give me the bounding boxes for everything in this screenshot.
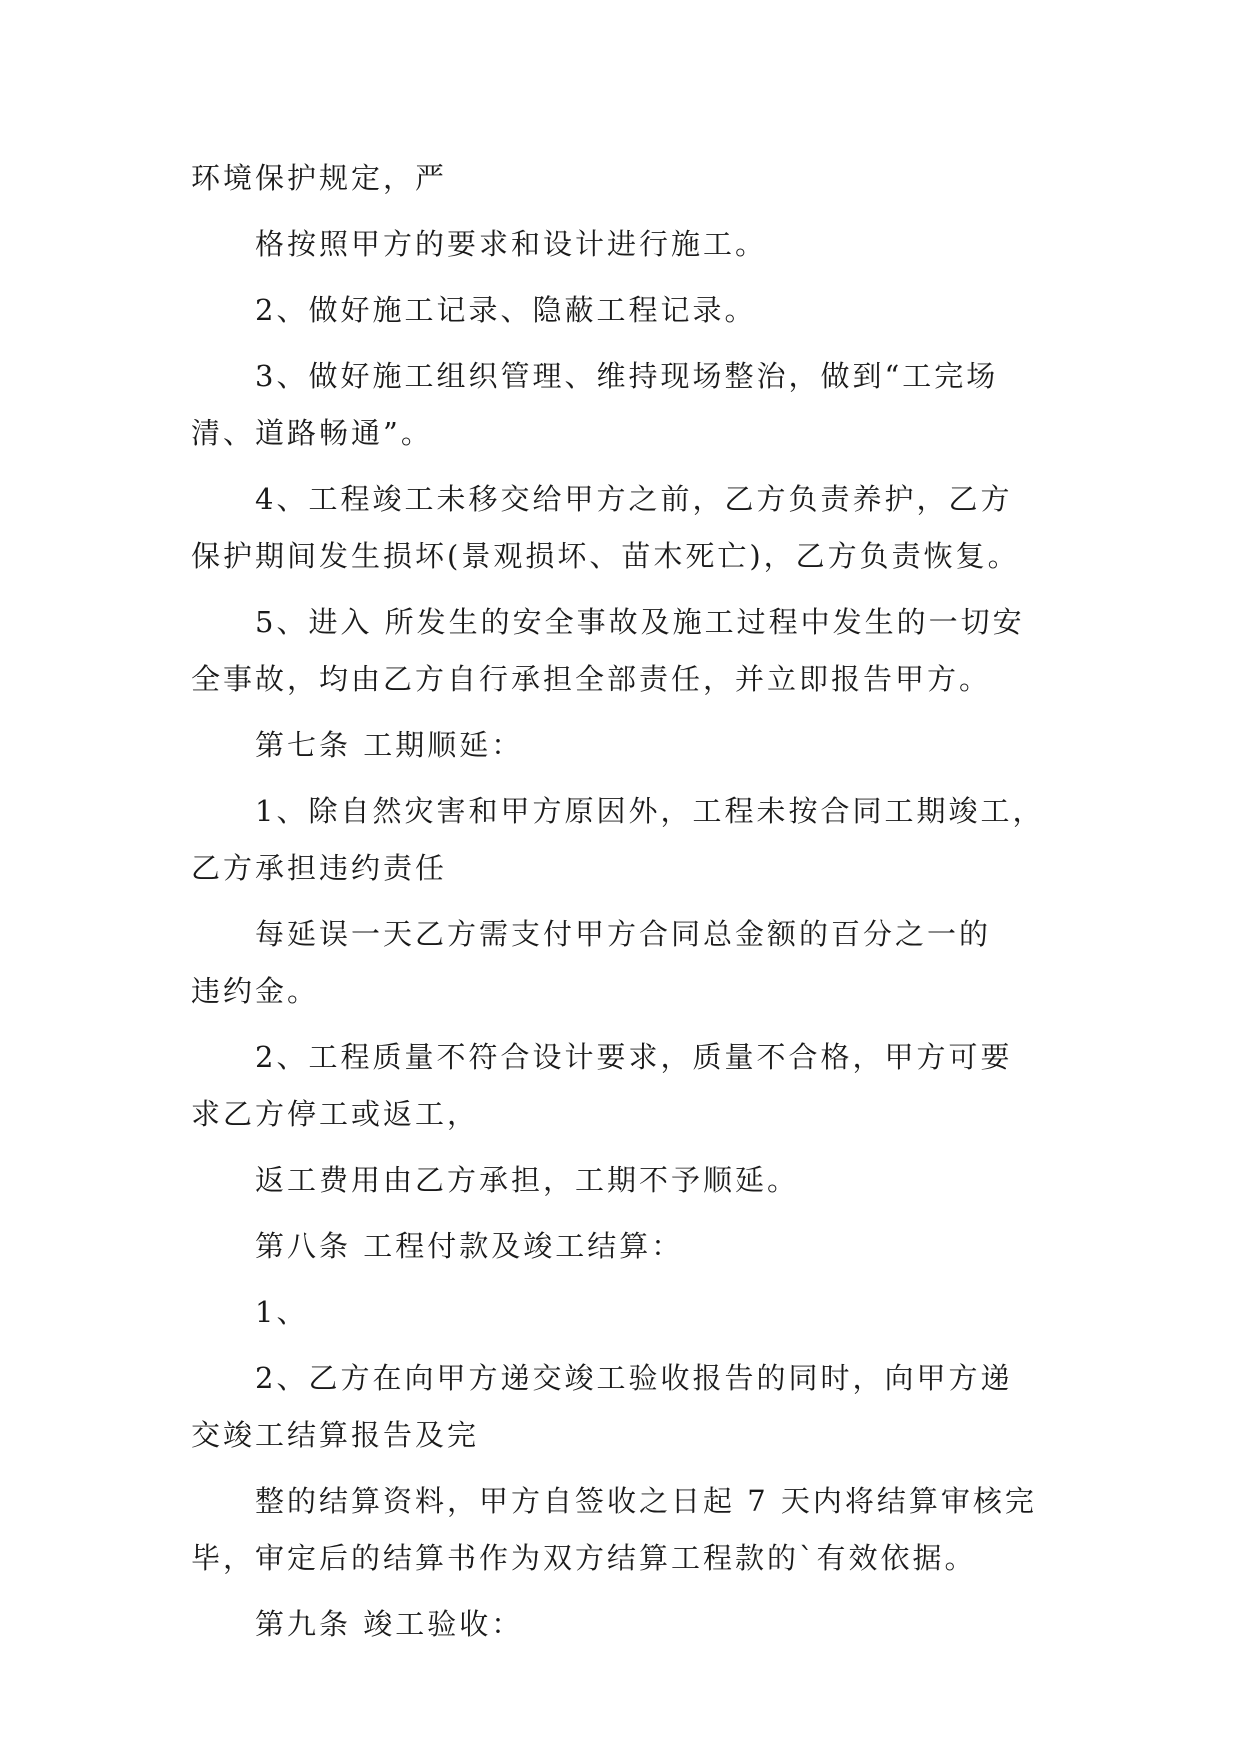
section-heading: 第八条 工程付款及竣工结算： <box>255 1229 684 1263</box>
text-line: 环境保护规定，严 <box>191 161 448 195</box>
text-line: 2、工程质量不符合设计要求，质量不合格，甲方可要 <box>255 1040 1013 1074</box>
text-line: 每延误一天乙方需支付甲方合同总金额的百分之一的 <box>255 917 992 951</box>
text-line: 交竣工结算报告及完 <box>191 1418 480 1452</box>
text-line: 保护期间发生损坏(景观损坏、苗木死亡)，乙方负责恢复。 <box>191 539 1020 573</box>
text-line: 2、乙方在向甲方递交竣工验收报告的同时，向甲方递 <box>255 1361 1013 1395</box>
text-line: 全事故，均由乙方自行承担全部责任，并立即报告甲方。 <box>191 662 992 696</box>
text-line: 清、道路畅通”。 <box>191 416 433 450</box>
text-line: 求乙方停工或返工， <box>191 1097 480 1131</box>
section-heading: 第七条 工期顺延： <box>255 728 524 762</box>
section-heading: 第九条 竣工验收： <box>255 1607 524 1641</box>
text-line: 违约金。 <box>191 974 320 1008</box>
text-line: 4、工程竣工未移交给甲方之前，乙方负责养护，乙方 <box>255 482 1013 516</box>
text-line: 乙方承担违约责任 <box>191 851 448 885</box>
text-line: 2、做好施工记录、隐蔽工程记录。 <box>255 293 757 327</box>
text-line: 毕，审定后的结算书作为双方结算工程款的`有效依据。 <box>191 1541 977 1575</box>
text-line: 5、进入 所发生的安全事故及施工过程中发生的一切安 <box>255 605 1025 639</box>
text-line: 1、除自然灾害和甲方原因外，工程未按合同工期竣工， <box>255 794 1045 828</box>
text-line: 整的结算资料，甲方自签收之日起 7 天内将结算审核完 <box>255 1484 1037 1518</box>
text-line: 3、做好施工组织管理、维持现场整治，做到“工完场 <box>255 359 999 393</box>
text-line: 格按照甲方的要求和设计进行施工。 <box>255 227 768 261</box>
document-body <box>191 150 1061 1653</box>
text-line: 1、 <box>255 1295 309 1329</box>
text-line: 返工费用由乙方承担，工期不予顺延。 <box>255 1163 800 1197</box>
